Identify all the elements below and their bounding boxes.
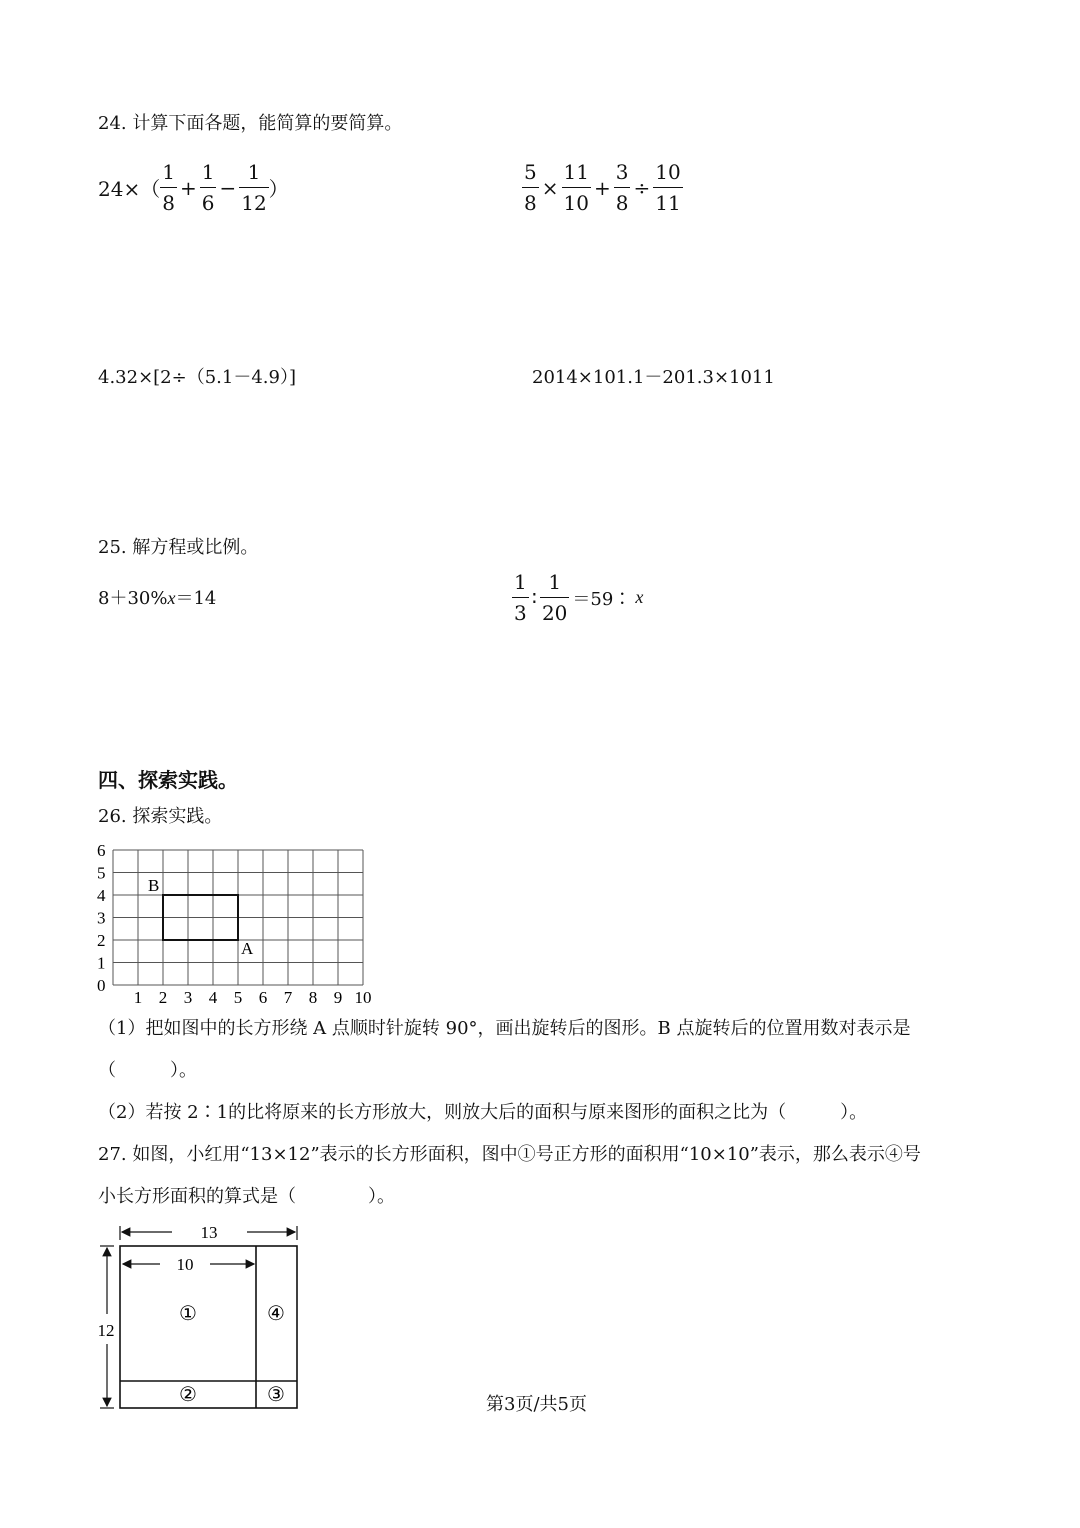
page-number: 第3页/共5页 bbox=[486, 1394, 587, 1415]
q24-expression-1 bbox=[98, 160, 289, 215]
colon: ∶ bbox=[531, 585, 537, 610]
y-tick-label: 6 bbox=[97, 841, 106, 860]
region-4-label: ④ bbox=[267, 1303, 285, 1325]
x-axis-labels bbox=[134, 988, 372, 1007]
q25-equation-1 bbox=[98, 589, 216, 608]
q24-title: 24. 计算下面各题，能简算的要简算。 bbox=[98, 113, 403, 134]
q24-expression-2 bbox=[522, 160, 683, 215]
y-tick-label: 2 bbox=[97, 931, 106, 950]
operator: + bbox=[593, 175, 611, 200]
q25-proportion bbox=[512, 570, 643, 625]
y-tick-label: 0 bbox=[97, 976, 106, 995]
x-tick-label: 7 bbox=[283, 988, 293, 1007]
fraction: $\frac{10}{11}$ bbox=[655, 160, 681, 215]
q24-expression-3: 4.32×[2÷（5.1－4.9）] bbox=[98, 367, 296, 388]
x-tick-label: 2 bbox=[158, 988, 168, 1007]
operator: − bbox=[219, 175, 237, 200]
coordinate-grid bbox=[90, 838, 380, 1010]
variable-x: x bbox=[167, 588, 176, 608]
fraction: $\frac{1}{20}$ bbox=[541, 570, 568, 625]
y-tick-label: 5 bbox=[97, 863, 106, 883]
x-tick-label: 6 bbox=[258, 988, 268, 1007]
q25-title: 25. 解方程或比例。 bbox=[98, 537, 259, 558]
x-tick-label: 1 bbox=[133, 988, 143, 1007]
x-tick-label: 5 bbox=[233, 988, 243, 1007]
x-tick-label: 10 bbox=[354, 988, 372, 1007]
operator: + bbox=[179, 175, 197, 200]
fraction: $\frac{1}{6}$ bbox=[201, 160, 215, 215]
area-diagram bbox=[92, 1218, 312, 1418]
point-a-label: A bbox=[241, 939, 254, 958]
operator: × bbox=[541, 175, 559, 200]
q26-title: 26. 探索实践。 bbox=[98, 806, 223, 827]
eq-suffix: ＝14 bbox=[175, 588, 217, 609]
fraction: $\frac{3}{8}$ bbox=[615, 160, 629, 215]
q26-part1-line2: （ ）。 bbox=[98, 1060, 197, 1081]
expr-close: ） bbox=[268, 177, 289, 201]
y-tick-label: 3 bbox=[97, 908, 106, 928]
q27-line2: 小长方形面积的算式是（ ）。 bbox=[98, 1186, 395, 1207]
y-tick-label: 4 bbox=[97, 886, 106, 905]
proportion-right: ＝59∶ bbox=[572, 588, 632, 610]
variable-x: x bbox=[635, 587, 644, 607]
x-tick-label: 3 bbox=[183, 988, 193, 1007]
section-heading: 四、探索实践。 bbox=[98, 768, 238, 792]
fraction: $\frac{11}{10}$ bbox=[563, 160, 589, 215]
point-b-label: B bbox=[148, 876, 160, 895]
x-tick-label: 4 bbox=[208, 988, 218, 1007]
width-label: 13 bbox=[200, 1223, 218, 1242]
y-tick-label: 1 bbox=[97, 953, 106, 973]
x-tick-label: 9 bbox=[333, 988, 343, 1007]
q24-expression-4: 2014×101.1－201.3×1011 bbox=[532, 367, 775, 388]
region-2-label: ② bbox=[179, 1384, 197, 1406]
q27-line1: 27. 如图，小红用“13×12”表示的长方形面积，图中①号正方形的面积用“10×10”表示，那么表示④号 bbox=[98, 1144, 921, 1165]
eq-prefix: 8＋30% bbox=[98, 588, 168, 609]
fraction: $\frac{1}{8}$ bbox=[162, 160, 175, 215]
x-tick-label: 8 bbox=[308, 988, 318, 1007]
expr-lead: 24×（ bbox=[98, 177, 161, 201]
y-axis-labels bbox=[97, 841, 106, 995]
inner-width-label: 10 bbox=[176, 1255, 194, 1274]
region-1-label: ① bbox=[179, 1303, 197, 1325]
operator: ÷ bbox=[633, 175, 651, 200]
q26-part1-line1: （1）把如图中的长方形绕 A 点顺时针旋转 90°，画出旋转后的图形。B 点旋转后的位置用数对表示是 bbox=[98, 1018, 911, 1039]
region-3-label: ③ bbox=[267, 1384, 285, 1406]
height-label: 12 bbox=[97, 1321, 115, 1340]
fraction: $\frac{1}{3}$ bbox=[514, 570, 527, 625]
q26-part2: （2）若按 2∶1的比将原来的长方形放大，则放大后的面积与原来图形的面积之比为（ ）。 bbox=[98, 1102, 868, 1123]
fraction: $\frac{1}{12}$ bbox=[241, 160, 267, 215]
fraction: $\frac{5}{8}$ bbox=[524, 160, 537, 215]
